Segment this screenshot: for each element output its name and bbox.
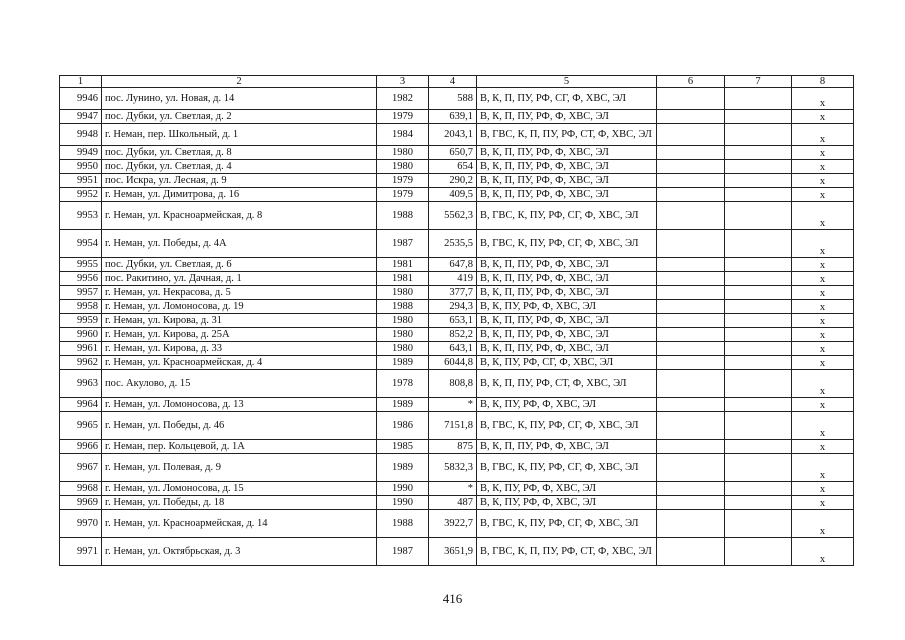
cell-area: 2535,5	[429, 230, 477, 258]
cell-col6	[657, 538, 725, 566]
cell-col7	[725, 440, 792, 454]
cell-area: 639,1	[429, 110, 477, 124]
cell-address: г. Неман, ул. Кирова, д. 31	[102, 314, 377, 328]
table-row	[60, 124, 854, 146]
cell-year: 1988	[377, 300, 429, 314]
cell-number: 9950	[60, 160, 102, 174]
cell-number: 9955	[60, 258, 102, 272]
cell-col6	[657, 356, 725, 370]
table-row	[60, 342, 854, 356]
cell-col6	[657, 230, 725, 258]
cell-mark: х	[792, 440, 854, 454]
column-header-8: 8	[792, 76, 854, 88]
cell-mark: х	[792, 124, 854, 146]
column-header-1: 1	[60, 76, 102, 88]
cell-services: В, К, ПУ, РФ, Ф, ХВС, ЭЛ	[477, 482, 657, 496]
cell-address: г. Неман, ул. Ломоносова, д. 13	[102, 398, 377, 412]
cell-mark: х	[792, 482, 854, 496]
cell-year: 1980	[377, 286, 429, 300]
cell-col7	[725, 258, 792, 272]
cell-col6	[657, 258, 725, 272]
cell-col7	[725, 110, 792, 124]
register-table	[59, 75, 854, 566]
cell-number: 9958	[60, 300, 102, 314]
cell-mark: х	[792, 146, 854, 160]
cell-col7	[725, 272, 792, 286]
cell-col6	[657, 370, 725, 398]
cell-address: г. Неман, ул. Димитрова, д. 16	[102, 188, 377, 202]
cell-mark: х	[792, 496, 854, 510]
cell-area: 3922,7	[429, 510, 477, 538]
cell-address: г. Неман, ул. Красноармейская, д. 8	[102, 202, 377, 230]
cell-number: 9948	[60, 124, 102, 146]
column-header-6: 6	[657, 76, 725, 88]
cell-number: 9954	[60, 230, 102, 258]
cell-area: 409,5	[429, 188, 477, 202]
cell-number: 9957	[60, 286, 102, 300]
cell-services: В, К, П, ПУ, РФ, СТ, Ф, ХВС, ЭЛ	[477, 370, 657, 398]
cell-col7	[725, 188, 792, 202]
cell-address: г. Неман, ул. Кирова, д. 25А	[102, 328, 377, 342]
cell-year: 1987	[377, 230, 429, 258]
table-row	[60, 370, 854, 398]
cell-year: 1980	[377, 342, 429, 356]
cell-col7	[725, 328, 792, 342]
header-row	[60, 76, 854, 88]
cell-area: 643,1	[429, 342, 477, 356]
cell-area: *	[429, 482, 477, 496]
cell-services: В, К, ПУ, РФ, Ф, ХВС, ЭЛ	[477, 496, 657, 510]
cell-year: 1982	[377, 88, 429, 110]
cell-col6	[657, 482, 725, 496]
cell-col7	[725, 202, 792, 230]
cell-services: В, К, П, ПУ, РФ, Ф, ХВС, ЭЛ	[477, 272, 657, 286]
cell-col7	[725, 160, 792, 174]
cell-number: 9971	[60, 538, 102, 566]
cell-mark: х	[792, 398, 854, 412]
cell-col6	[657, 314, 725, 328]
cell-services: В, ГВС, К, ПУ, РФ, СГ, Ф, ХВС, ЭЛ	[477, 202, 657, 230]
cell-area: 647,8	[429, 258, 477, 272]
cell-address: г. Неман, ул. Красноармейская, д. 14	[102, 510, 377, 538]
cell-address: г. Неман, пер. Школьный, д. 1	[102, 124, 377, 146]
cell-address: пос. Дубки, ул. Светлая, д. 4	[102, 160, 377, 174]
table-row	[60, 110, 854, 124]
cell-mark: х	[792, 272, 854, 286]
table-row	[60, 286, 854, 300]
cell-area: 852,2	[429, 328, 477, 342]
table-row	[60, 272, 854, 286]
cell-col7	[725, 356, 792, 370]
cell-col7	[725, 496, 792, 510]
cell-year: 1981	[377, 258, 429, 272]
page-number: 416	[442, 591, 463, 606]
table-row	[60, 482, 854, 496]
cell-year: 1986	[377, 412, 429, 440]
table-row	[60, 510, 854, 538]
cell-address: пос. Лунино, ул. Новая, д. 14	[102, 88, 377, 110]
table-row	[60, 314, 854, 328]
cell-col6	[657, 412, 725, 440]
cell-area: 6044,8	[429, 356, 477, 370]
cell-year: 1979	[377, 174, 429, 188]
cell-col6	[657, 328, 725, 342]
cell-number: 9953	[60, 202, 102, 230]
cell-area: 5832,3	[429, 454, 477, 482]
cell-col7	[725, 454, 792, 482]
cell-year: 1988	[377, 202, 429, 230]
cell-area: 808,8	[429, 370, 477, 398]
cell-year: 1989	[377, 398, 429, 412]
cell-address: пос. Дубки, ул. Светлая, д. 2	[102, 110, 377, 124]
cell-col7	[725, 286, 792, 300]
cell-year: 1989	[377, 356, 429, 370]
cell-number: 9959	[60, 314, 102, 328]
cell-area: *	[429, 398, 477, 412]
column-header-3: 3	[377, 76, 429, 88]
cell-col7	[725, 538, 792, 566]
cell-mark: х	[792, 342, 854, 356]
cell-year: 1990	[377, 482, 429, 496]
cell-services: В, ГВС, К, ПУ, РФ, СГ, Ф, ХВС, ЭЛ	[477, 510, 657, 538]
cell-mark: х	[792, 356, 854, 370]
cell-services: В, К, П, ПУ, РФ, Ф, ХВС, ЭЛ	[477, 314, 657, 328]
table-row	[60, 412, 854, 440]
cell-services: В, ГВС, К, ПУ, РФ, СГ, Ф, ХВС, ЭЛ	[477, 412, 657, 440]
table-row	[60, 188, 854, 202]
cell-services: В, К, П, ПУ, РФ, Ф, ХВС, ЭЛ	[477, 342, 657, 356]
cell-address: г. Неман, ул. Ломоносова, д. 19	[102, 300, 377, 314]
cell-address: пос. Искра, ул. Лесная, д. 9	[102, 174, 377, 188]
cell-mark: х	[792, 370, 854, 398]
cell-address: г. Неман, ул. Победы, д. 46	[102, 412, 377, 440]
cell-area: 2043,1	[429, 124, 477, 146]
cell-services: В, К, ПУ, РФ, Ф, ХВС, ЭЛ	[477, 398, 657, 412]
cell-mark: х	[792, 286, 854, 300]
cell-col6	[657, 342, 725, 356]
cell-area: 419	[429, 272, 477, 286]
cell-mark: х	[792, 110, 854, 124]
cell-mark: х	[792, 412, 854, 440]
cell-col6	[657, 110, 725, 124]
cell-col7	[725, 370, 792, 398]
cell-year: 1979	[377, 110, 429, 124]
cell-col6	[657, 188, 725, 202]
cell-mark: х	[792, 188, 854, 202]
cell-col7	[725, 146, 792, 160]
table-row	[60, 398, 854, 412]
cell-col6	[657, 202, 725, 230]
cell-mark: х	[792, 454, 854, 482]
cell-address: г. Неман, ул. Победы, д. 4А	[102, 230, 377, 258]
cell-address: г. Неман, пер. Кольцевой, д. 1А	[102, 440, 377, 454]
cell-address: пос. Ракитино, ул. Дачная, д. 1	[102, 272, 377, 286]
cell-year: 1989	[377, 454, 429, 482]
cell-year: 1981	[377, 272, 429, 286]
cell-area: 294,3	[429, 300, 477, 314]
cell-mark: х	[792, 160, 854, 174]
cell-year: 1980	[377, 328, 429, 342]
column-header-4: 4	[429, 76, 477, 88]
cell-area: 377,7	[429, 286, 477, 300]
cell-area: 875	[429, 440, 477, 454]
cell-mark: х	[792, 314, 854, 328]
cell-year: 1978	[377, 370, 429, 398]
cell-services: В, К, ПУ, РФ, СГ, Ф, ХВС, ЭЛ	[477, 356, 657, 370]
cell-col7	[725, 342, 792, 356]
cell-year: 1984	[377, 124, 429, 146]
cell-services: В, К, П, ПУ, РФ, Ф, ХВС, ЭЛ	[477, 160, 657, 174]
cell-number: 9967	[60, 454, 102, 482]
cell-col6	[657, 300, 725, 314]
cell-number: 9947	[60, 110, 102, 124]
cell-services: В, К, П, ПУ, РФ, Ф, ХВС, ЭЛ	[477, 188, 657, 202]
table-row	[60, 538, 854, 566]
cell-year: 1985	[377, 440, 429, 454]
table-row	[60, 230, 854, 258]
table-row	[60, 146, 854, 160]
cell-number: 9966	[60, 440, 102, 454]
cell-number: 9965	[60, 412, 102, 440]
cell-address: г. Неман, ул. Полевая, д. 9	[102, 454, 377, 482]
cell-number: 9946	[60, 88, 102, 110]
cell-number: 9951	[60, 174, 102, 188]
cell-area: 5562,3	[429, 202, 477, 230]
cell-number: 9969	[60, 496, 102, 510]
cell-services: В, К, П, ПУ, РФ, Ф, ХВС, ЭЛ	[477, 440, 657, 454]
cell-mark: х	[792, 300, 854, 314]
cell-mark: х	[792, 538, 854, 566]
cell-services: В, К, П, ПУ, РФ, Ф, ХВС, ЭЛ	[477, 110, 657, 124]
cell-services: В, К, П, ПУ, РФ, Ф, ХВС, ЭЛ	[477, 258, 657, 272]
cell-col7	[725, 88, 792, 110]
cell-year: 1988	[377, 510, 429, 538]
table-row	[60, 300, 854, 314]
cell-number: 9956	[60, 272, 102, 286]
cell-address: г. Неман, ул. Некрасова, д. 5	[102, 286, 377, 300]
cell-services: В, К, П, ПУ, РФ, Ф, ХВС, ЭЛ	[477, 174, 657, 188]
cell-col7	[725, 230, 792, 258]
cell-year: 1980	[377, 160, 429, 174]
cell-area: 3651,9	[429, 538, 477, 566]
cell-address: пос. Акулово, д. 15	[102, 370, 377, 398]
cell-services: В, К, ПУ, РФ, Ф, ХВС, ЭЛ	[477, 300, 657, 314]
cell-number: 9961	[60, 342, 102, 356]
cell-col6	[657, 160, 725, 174]
cell-area: 7151,8	[429, 412, 477, 440]
cell-area: 653,1	[429, 314, 477, 328]
table-row	[60, 440, 854, 454]
cell-mark: х	[792, 88, 854, 110]
cell-col6	[657, 272, 725, 286]
table-row	[60, 328, 854, 342]
table-row	[60, 88, 854, 110]
cell-col7	[725, 300, 792, 314]
cell-col7	[725, 174, 792, 188]
cell-services: В, К, П, ПУ, РФ, Ф, ХВС, ЭЛ	[477, 286, 657, 300]
cell-col6	[657, 124, 725, 146]
table-row	[60, 454, 854, 482]
cell-mark: х	[792, 174, 854, 188]
cell-services: В, К, П, ПУ, РФ, СГ, Ф, ХВС, ЭЛ	[477, 88, 657, 110]
column-header-2: 2	[102, 76, 377, 88]
cell-col7	[725, 314, 792, 328]
cell-number: 9960	[60, 328, 102, 342]
table-row	[60, 174, 854, 188]
cell-number: 9964	[60, 398, 102, 412]
cell-address: г. Неман, ул. Победы, д. 18	[102, 496, 377, 510]
cell-address: г. Неман, ул. Красноармейская, д. 4	[102, 356, 377, 370]
cell-address: г. Неман, ул. Октябрьская, д. 3	[102, 538, 377, 566]
cell-number: 9963	[60, 370, 102, 398]
cell-address: пос. Дубки, ул. Светлая, д. 8	[102, 146, 377, 160]
column-header-5: 5	[477, 76, 657, 88]
cell-year: 1980	[377, 146, 429, 160]
cell-services: В, К, П, ПУ, РФ, Ф, ХВС, ЭЛ	[477, 328, 657, 342]
cell-col7	[725, 398, 792, 412]
cell-mark: х	[792, 510, 854, 538]
cell-mark: х	[792, 328, 854, 342]
cell-address: г. Неман, ул. Ломоносова, д. 15	[102, 482, 377, 496]
cell-area: 487	[429, 496, 477, 510]
cell-address: г. Неман, ул. Кирова, д. 33	[102, 342, 377, 356]
table-row	[60, 258, 854, 272]
cell-mark: х	[792, 258, 854, 272]
cell-col6	[657, 510, 725, 538]
cell-services: В, ГВС, К, П, ПУ, РФ, СТ, Ф, ХВС, ЭЛ	[477, 124, 657, 146]
cell-area: 650,7	[429, 146, 477, 160]
table-row	[60, 356, 854, 370]
cell-year: 1987	[377, 538, 429, 566]
table-row	[60, 202, 854, 230]
table-row	[60, 160, 854, 174]
cell-number: 9970	[60, 510, 102, 538]
cell-services: В, ГВС, К, ПУ, РФ, СГ, Ф, ХВС, ЭЛ	[477, 230, 657, 258]
cell-col6	[657, 496, 725, 510]
cell-number: 9968	[60, 482, 102, 496]
cell-col6	[657, 174, 725, 188]
cell-col6	[657, 286, 725, 300]
cell-area: 654	[429, 160, 477, 174]
column-header-7: 7	[725, 76, 792, 88]
table-body	[60, 88, 854, 566]
cell-year: 1980	[377, 314, 429, 328]
cell-col7	[725, 412, 792, 440]
cell-mark: х	[792, 230, 854, 258]
cell-area: 290,2	[429, 174, 477, 188]
cell-col6	[657, 88, 725, 110]
cell-services: В, К, П, ПУ, РФ, Ф, ХВС, ЭЛ	[477, 146, 657, 160]
cell-services: В, ГВС, К, ПУ, РФ, СГ, Ф, ХВС, ЭЛ	[477, 454, 657, 482]
cell-col6	[657, 454, 725, 482]
cell-year: 1990	[377, 496, 429, 510]
cell-mark: х	[792, 202, 854, 230]
cell-col7	[725, 124, 792, 146]
cell-number: 9962	[60, 356, 102, 370]
cell-area: 588	[429, 88, 477, 110]
cell-col6	[657, 440, 725, 454]
cell-address: пос. Дубки, ул. Светлая, д. 6	[102, 258, 377, 272]
cell-year: 1979	[377, 188, 429, 202]
cell-col6	[657, 146, 725, 160]
cell-col6	[657, 398, 725, 412]
cell-col7	[725, 482, 792, 496]
cell-col7	[725, 510, 792, 538]
cell-services: В, ГВС, К, П, ПУ, РФ, СТ, Ф, ХВС, ЭЛ	[477, 538, 657, 566]
cell-number: 9949	[60, 146, 102, 160]
cell-number: 9952	[60, 188, 102, 202]
table-row	[60, 496, 854, 510]
